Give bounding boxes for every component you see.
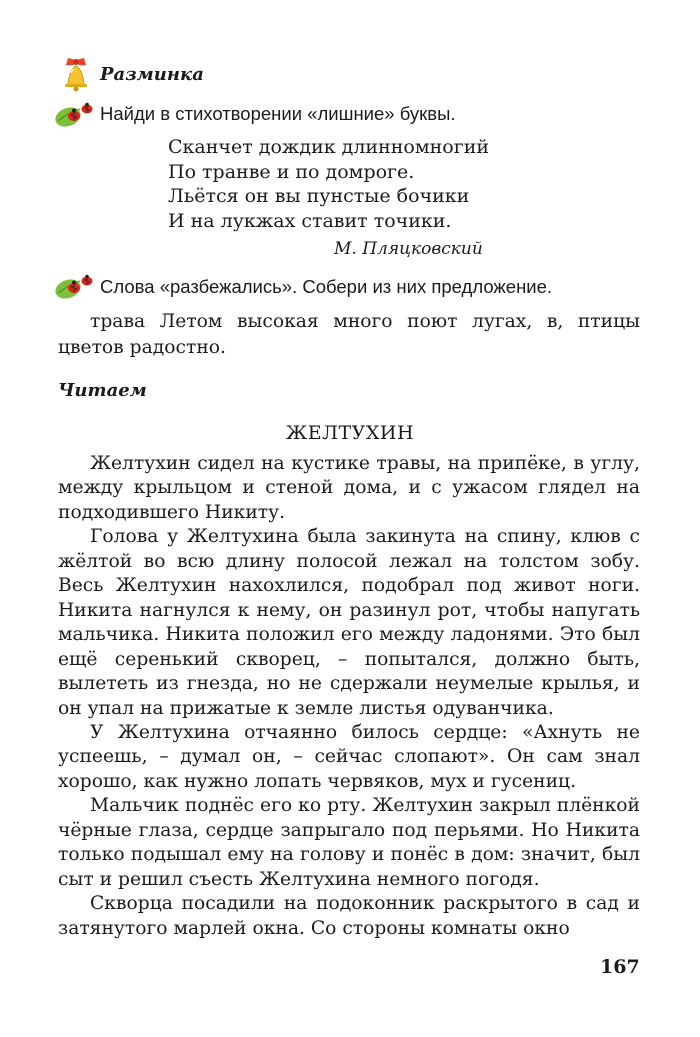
- story-paragraph: Мальчик поднёс его ко рту. Желтухин закрыл плёнкой чёрные глаза, сердце запрыгало под перьями. Но Никита только подышал ему на голову и понёс в дом: значит, был сыт и решил съесть Желтухина немного погодя.: [58, 795, 640, 890]
- story-paragraph: Желтухин сидел на кустике травы, на припёке, в углу, между крыльцом и стеной дома, и с ужасом глядел на подходившего Никиту.: [58, 453, 640, 523]
- poem-author: М. Пляцковский: [334, 239, 483, 259]
- poem-line: И на лукжах ставит точики.: [168, 209, 452, 232]
- page-number: 167: [600, 956, 640, 978]
- bell-icon: [56, 56, 96, 92]
- ladybug-icon: [54, 271, 98, 301]
- story-title: ЖЕЛТУХИН: [285, 422, 415, 444]
- reading-label: Читаем: [58, 380, 147, 401]
- task-2-text: Слова «разбежались». Собери из них предложение.: [100, 276, 553, 297]
- task-1-text: Найди в стихотворении «лишние» буквы.: [100, 103, 456, 124]
- story-paragraph: Скворца посадили на подоконник раскрытого в сад и затянутого марлей окна. Со стороны комнаты окно: [58, 893, 640, 939]
- poem-line: По транве и по домроге.: [168, 160, 415, 183]
- poem: [168, 135, 489, 233]
- poem-line: Сканчет дождик длинномногий: [168, 136, 490, 158]
- story-body: [58, 452, 640, 941]
- poem-line: Льётся он вы пунстые бочики: [168, 185, 470, 207]
- story-paragraph: Голова у Желтухина была закинута на спину, клюв с жёлтой во всю длину полосой лежал на толстом зобу. Весь Желтухин нахохлился, подобрал под живот ноги. Никита нагнулся к нему, он разинул рот, чтобы напугать мальчика. Никита положил его между ладонями. Это был ещё серенький скворец, – попытался, должно быть, вылететь из гнезда, но не сдержали неумелые крылья, и он упал на прижатые к земле листья одуванчика.: [58, 526, 640, 719]
- scrambled-words: трава Летом высокая много поют лугах, в, птицы цветов радостно.: [58, 311, 640, 358]
- warmup-title: Разминка: [100, 64, 204, 85]
- story-paragraph: У Желтухина отчаянно билось сердце: «Ахнуть не успеешь, – думал он, – сейчас слопают». Он сам знал хорошо, как нужно лопать червяков, мух и гусениц.: [58, 721, 640, 792]
- ladybug-icon: [54, 99, 98, 129]
